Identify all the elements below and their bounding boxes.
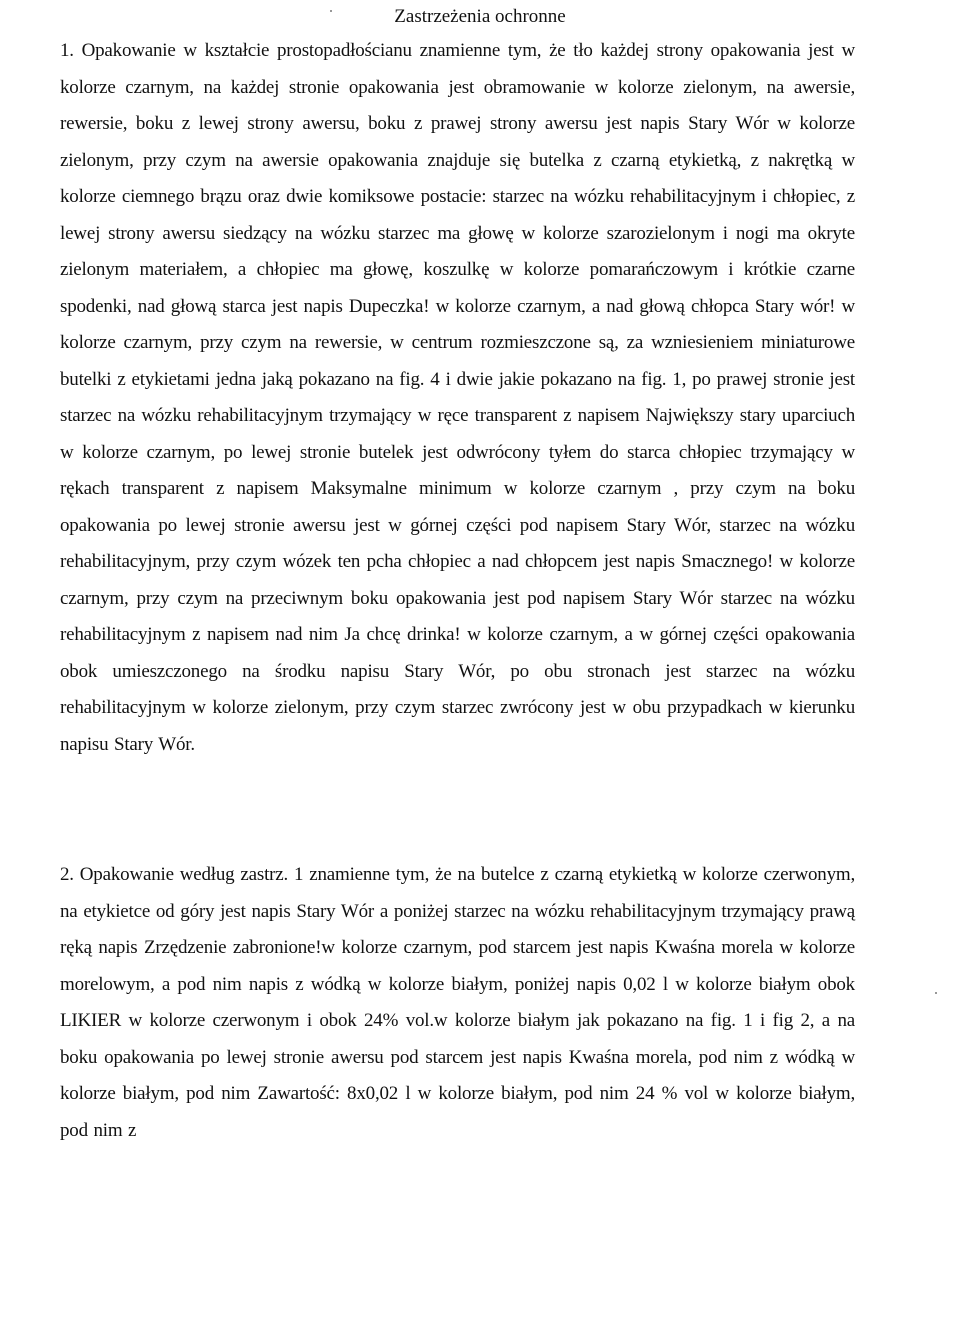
claim-2-paragraph: 2. Opakowanie według zastrz. 1 znamienne tym, że na butelce z czarną etykietką w kolorze czerwonym, na etykietce od góry jest napis Stary Wór a poniżej starzec na wózku rehabilitacyjnym trzymający prawą ręką napis Zrzędzenie zabronione!w kolorze czarnym, pod starcem jest napis Kwaśna morela w kolorze morelowym, a pod nim napis z wódką w kolorze białym, poniżej napis 0,02 l w kolorze białym obok LIKIER w kolorze czerwonym i obok 24% vol.w kolorze białym jak pokazano na fig. 1 i fig 2, a na boku opakowania po lewej stronie awersu pod starcem jest napis Kwaśna morela, pod nim z wódką w kolorze białym, pod nim Zawartość: 8x0,02 l w kolorze białym, pod nim 24 % vol w kolorze białym, pod nim z [60, 864, 855, 1141]
page-title: Zastrzeżenia ochronne [394, 6, 566, 27]
scan-speck [935, 992, 937, 994]
scan-speck [330, 10, 332, 12]
claim-1-paragraph: 1. Opakowanie w kształcie prostopadłościanu znamienne tym, że tło każdej strony opakowania jest w kolorze czarnym, na każdej stronie opakowania jest obramowanie w kolorze zielonym, na awersie, rewersie, boku z lewej strony awersu, boku z prawej strony awersu jest napis Stary Wór w kolorze zielonym, przy czym na awersie opakowania znajduje się butelka z czarną etykietką, z nakrętką w kolorze ciemnego brązu oraz dwie komiksowe postacie: starzec na wózku rehabilitacyjnym i chłopiec, z lewej strony awersu siedzący na wózku starzec ma głowę w kolorze szarozielonym i nogi ma okryte zielonym materiałem, a chłopiec ma głowę, koszulkę w kolorze pomarańczowym i krótkie czarne spodenki, nad głową starca jest napis Dupeczka! w kolorze czarnym, a nad głową chłopca Stary wór! w kolorze czarnym, przy czym na rewersie, w centrum rozmieszczone są, za wzniesieniem miniaturowe butelki z etykietami jedna jaką pokazano na fig. 4 i dwie jakie pokazano na fig. 1, po prawej stronie jest starzec na wózku rehabilitacyjnym trzymający w ręce transparent z napisem Największy stary uparciuch w kolorze czarnym, po lewej stronie butelek jest odwrócony tyłem do starca chłopiec trzymający w rękach transparent z napisem Maksymalne minimum w kolorze czarnym , przy czym na boku opakowania po lewej stronie awersu jest w górnej części pod napisem Stary Wór, starzec na wózku rehabilitacyjnym, przy czym wózek ten pcha chłopiec a nad chłopcem jest napis Smacznego! w kolorze czarnym, przy czym na przeciwnym boku opakowania jest pod napisem Stary Wór starzec na wózku rehabilitacyjnym z napisem nad nim Ja chcę drinka! w kolorze czarnym, a w górnej części opakowania obok umieszczonego na środku napisu Stary Wór, po obu stronach jest starzec na wózku rehabilitacyjnym w kolorze zielonym, przy czym starzec zwrócony jest w obu przypadkach w kierunku napisu Stary Wór. [60, 40, 855, 755]
